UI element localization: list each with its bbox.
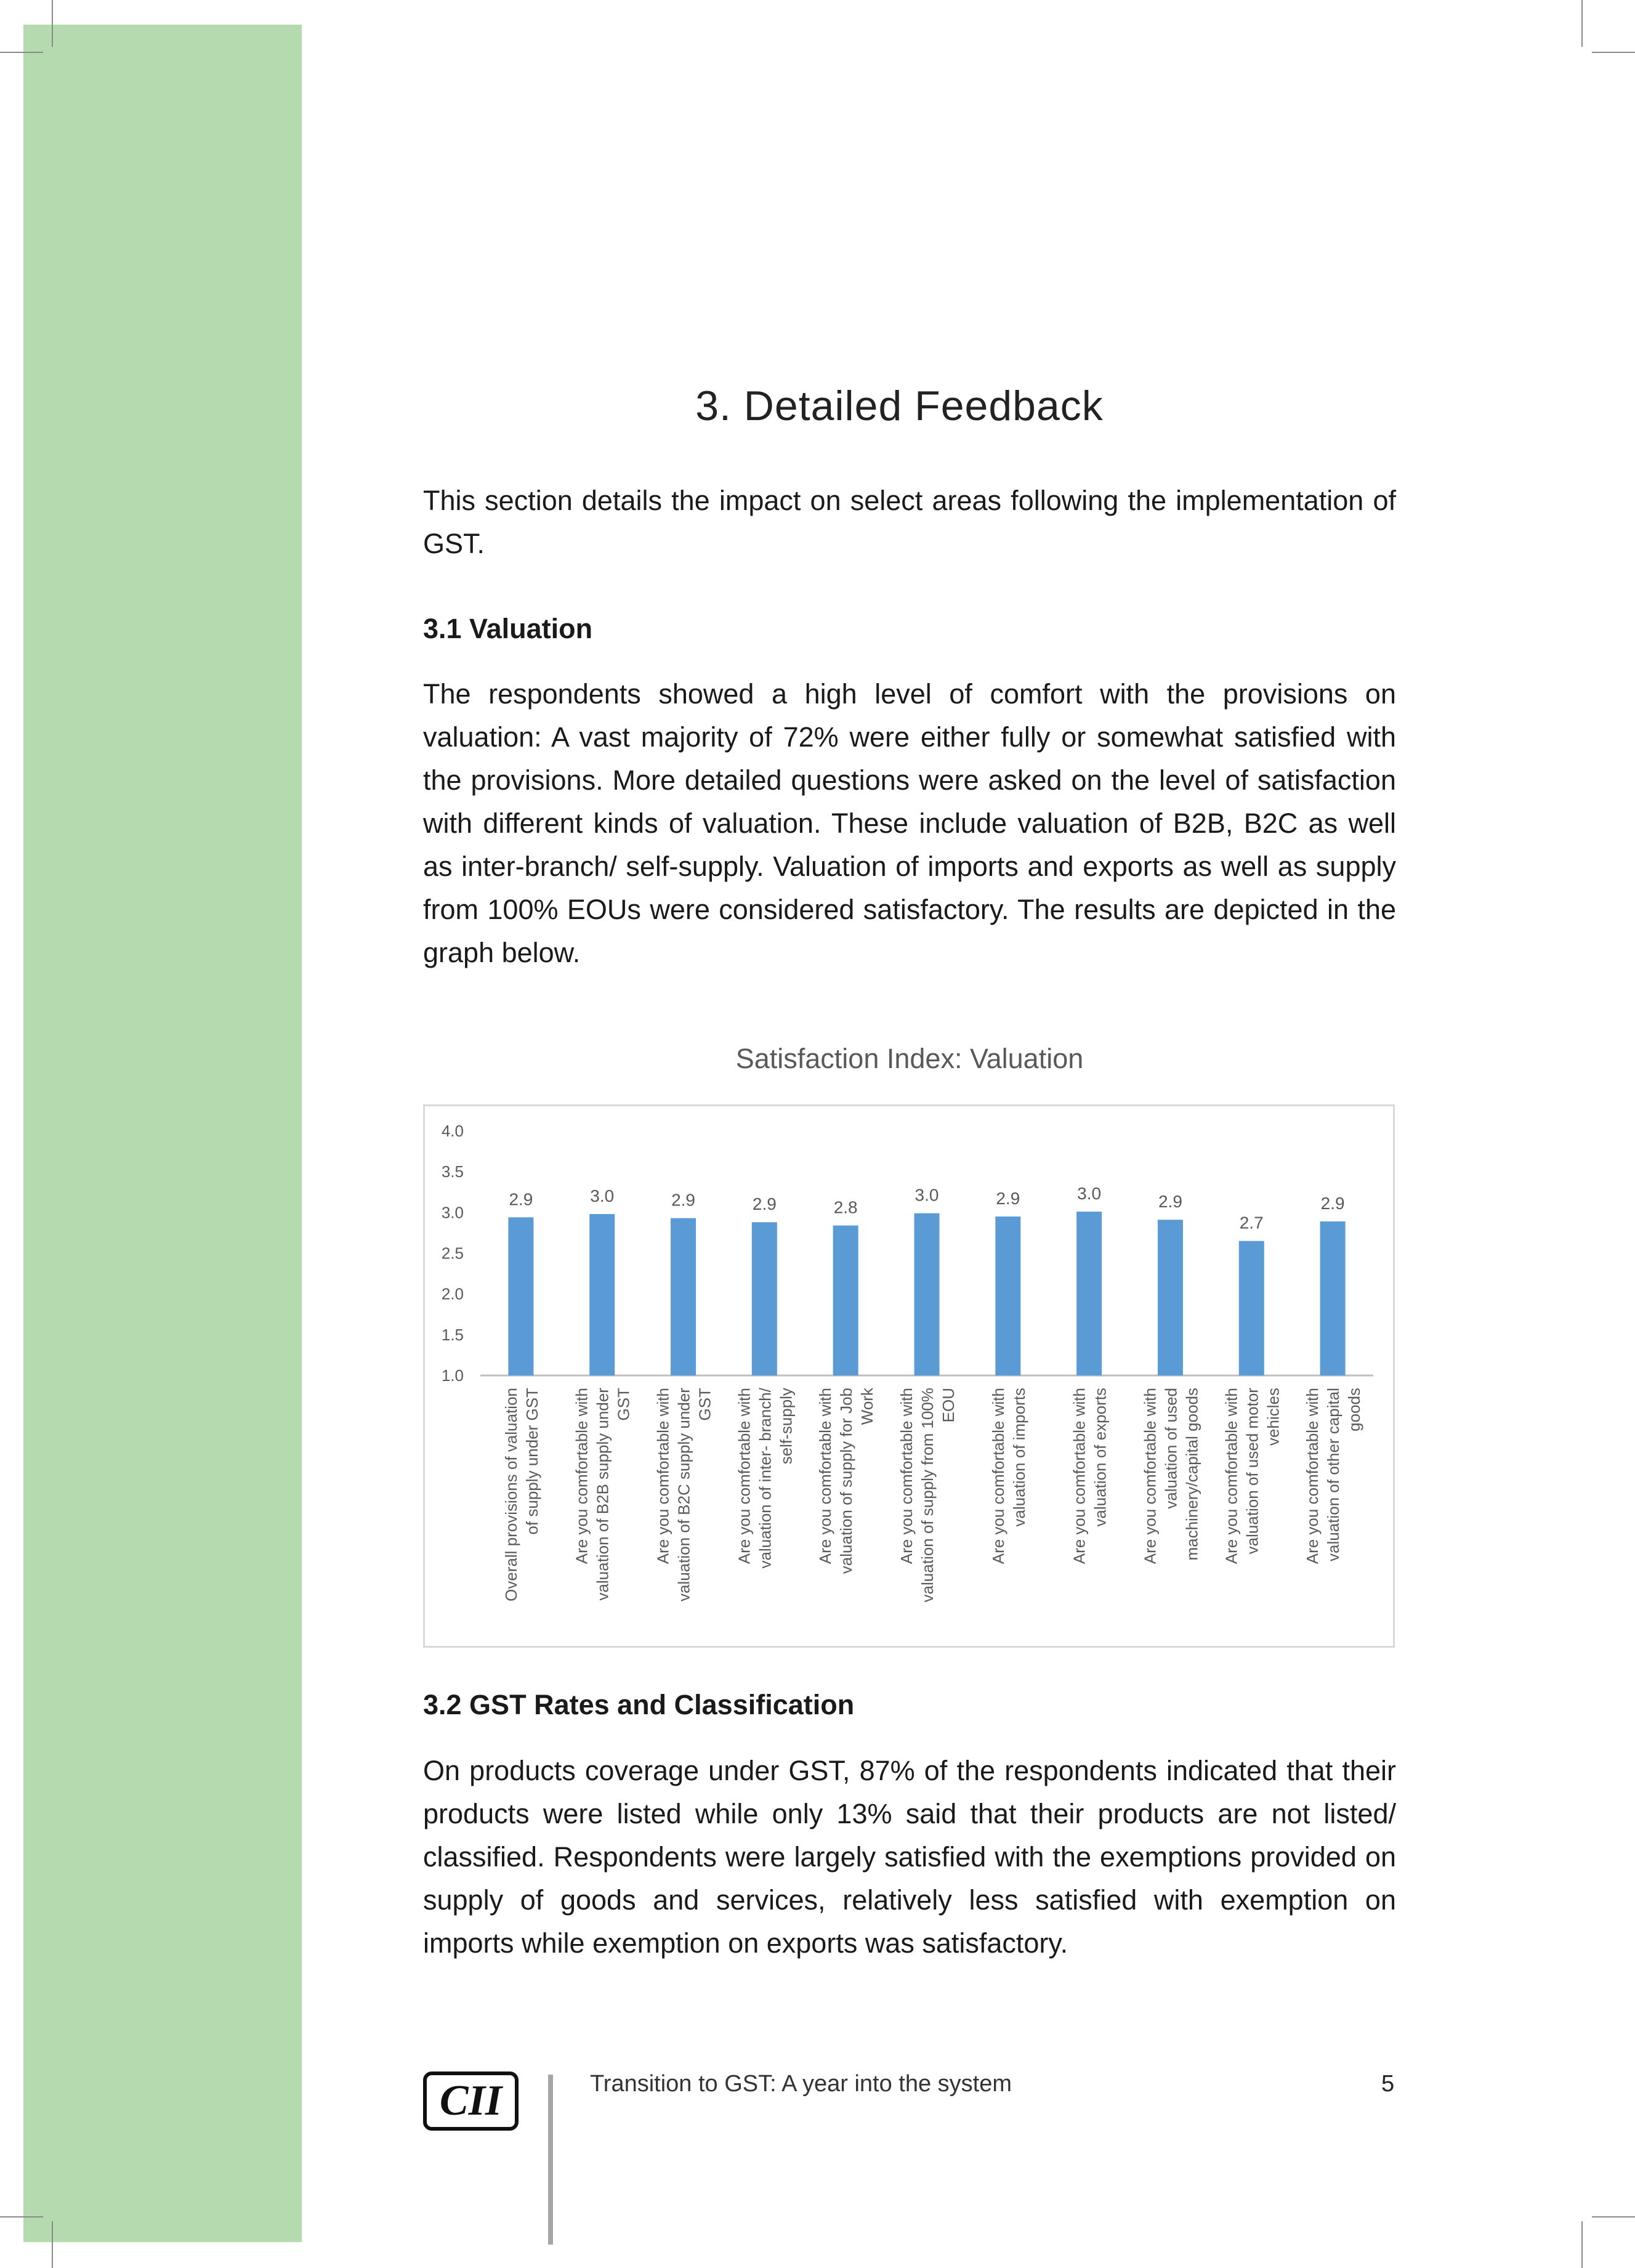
data-label: 2.9 xyxy=(671,1190,696,1210)
page-number: 5 xyxy=(1381,2071,1395,2097)
category-label xyxy=(816,1387,876,1574)
category-label-line: valuation of used motor xyxy=(1243,1388,1262,1555)
crop-mark xyxy=(1581,2221,1583,2268)
bar xyxy=(589,1214,615,1375)
data-label: 2.9 xyxy=(1158,1192,1182,1212)
crop-mark xyxy=(1592,2216,1635,2217)
category-label xyxy=(1140,1388,1201,1564)
category-label xyxy=(654,1388,714,1602)
category-label-line: Work xyxy=(858,1388,877,1425)
y-tick-label: 1.0 xyxy=(441,1366,464,1385)
category-label xyxy=(502,1388,541,1602)
crop-mark xyxy=(52,2221,53,2268)
category-label xyxy=(989,1388,1028,1564)
section-title: 3. Detailed Feedback xyxy=(695,383,1104,429)
bar xyxy=(914,1213,940,1375)
y-tick-label: 3.0 xyxy=(441,1203,464,1222)
category-label-line: vehicles xyxy=(1264,1388,1283,1446)
valuation-heading: 3.1 Valuation xyxy=(423,613,593,644)
bar xyxy=(671,1218,696,1375)
data-label: 2.9 xyxy=(1320,1193,1345,1213)
category-label-line: valuation of exports xyxy=(1091,1388,1110,1527)
bar xyxy=(1320,1221,1346,1375)
crop-mark xyxy=(1581,0,1583,47)
bar xyxy=(1158,1220,1183,1375)
category-label-line: Are you comfortable with xyxy=(1222,1388,1241,1565)
category-label-line: valuation of supply for Job xyxy=(837,1388,856,1574)
crop-mark xyxy=(0,52,43,53)
category-label-line: GST xyxy=(695,1388,714,1421)
category-label-line: machinery/capital goods xyxy=(1182,1388,1201,1561)
cii-logo xyxy=(423,2072,519,2131)
category-label xyxy=(1070,1388,1110,1564)
data-label: 3.0 xyxy=(914,1185,939,1205)
category-label xyxy=(1222,1388,1282,1564)
category-label-line: Are you comfortable with xyxy=(988,1388,1007,1565)
bar xyxy=(1239,1241,1264,1375)
category-label-line: GST xyxy=(614,1388,633,1421)
green-margin-band xyxy=(23,25,302,2242)
crop-mark xyxy=(1592,52,1635,53)
crop-mark xyxy=(0,2216,43,2217)
data-label: 3.0 xyxy=(590,1186,615,1205)
valuation-bar-chart xyxy=(425,1106,1393,1646)
category-label-line: valuation of inter- branch/ xyxy=(756,1388,775,1569)
footer-divider xyxy=(548,2075,553,2245)
category-label-line: Are you comfortable with xyxy=(1070,1388,1089,1565)
y-tick-label: 3.5 xyxy=(441,1162,464,1181)
category-label xyxy=(573,1388,633,1601)
category-label-line: self-supply xyxy=(777,1388,796,1465)
y-tick-label: 4.0 xyxy=(441,1122,464,1140)
logo-text: CII xyxy=(439,2077,503,2124)
category-label-line: valuation of B2C supply under xyxy=(674,1388,693,1602)
crop-mark xyxy=(52,0,53,47)
category-label xyxy=(735,1387,795,1568)
bar xyxy=(1076,1212,1102,1375)
y-tick-label: 1.5 xyxy=(441,1325,464,1344)
category-label-line: valuation of B2B supply under xyxy=(593,1388,612,1601)
data-label: 2.7 xyxy=(1239,1213,1264,1233)
category-label-line: Are you comfortable with xyxy=(816,1388,835,1565)
category-label-line: Are you comfortable with xyxy=(653,1388,672,1565)
category-label-line: goods xyxy=(1345,1388,1364,1432)
bar xyxy=(833,1226,858,1375)
category-label-line: EOU xyxy=(939,1388,958,1423)
category-label-line: Are you comfortable with xyxy=(735,1388,754,1565)
y-tick-label: 2.0 xyxy=(441,1284,464,1303)
category-label-line: Are you comfortable with xyxy=(1303,1388,1322,1565)
valuation-body: The respondents showed a high level of comfort with the provisions on valuation: A vast majority of 72% were either fully or somewhat satisfied with the provisions. More detailed questions were asked on the level of satisfaction with different kinds of valuation. These include valuation of B2B, B2C as well as inter-branch/ self-supply. Valuation of imports and exports as well as supply from 100% EOUs were considered satisfactory. The results are depicted in the graph below. xyxy=(423,678,1396,968)
bar xyxy=(508,1217,533,1375)
rates-body: On products coverage under GST, 87% of the respondents indicated that their products were listed while only 13% said that their products are not listed/ classified. Respondents were largely satisfied with the exemptions provided on supply of goods and services, relatively less satisfied with exemption on imports while exemption on exports was satisfactory. xyxy=(423,1755,1396,1959)
data-label: 3.0 xyxy=(1077,1184,1102,1204)
category-label-line: valuation of supply from 100% xyxy=(918,1388,937,1603)
category-label-line: valuation of imports xyxy=(1009,1388,1028,1527)
data-label: 2.9 xyxy=(752,1194,777,1214)
category-label-line: Are you comfortable with xyxy=(1140,1388,1160,1565)
category-label-line: valuation of used xyxy=(1161,1388,1181,1509)
category-label-line: Are you comfortable with xyxy=(572,1388,591,1565)
bar xyxy=(752,1222,777,1375)
category-label-line: Overall provisions of valuation xyxy=(501,1388,520,1602)
category-label-line: valuation of other capital xyxy=(1324,1388,1343,1561)
category-label xyxy=(1303,1388,1363,1564)
rates-heading: 3.2 GST Rates and Classification xyxy=(423,1689,855,1720)
y-tick-label: 2.5 xyxy=(441,1244,464,1263)
bar xyxy=(995,1217,1020,1375)
chart-title: Satisfaction Index: Valuation xyxy=(735,1043,1084,1074)
data-label: 2.8 xyxy=(833,1197,858,1217)
footer-publication: Transition to GST: A year into the system xyxy=(590,2071,1012,2097)
category-label-line: of supply under GST xyxy=(522,1388,541,1535)
section-intro: This section details the impact on select areas following the implementation of GST. xyxy=(423,485,1396,559)
chart-frame xyxy=(423,1104,1395,1648)
category-label xyxy=(897,1388,958,1602)
data-label: 2.9 xyxy=(509,1189,533,1209)
category-label-line: Are you comfortable with xyxy=(897,1388,916,1565)
data-label: 2.9 xyxy=(996,1188,1020,1208)
